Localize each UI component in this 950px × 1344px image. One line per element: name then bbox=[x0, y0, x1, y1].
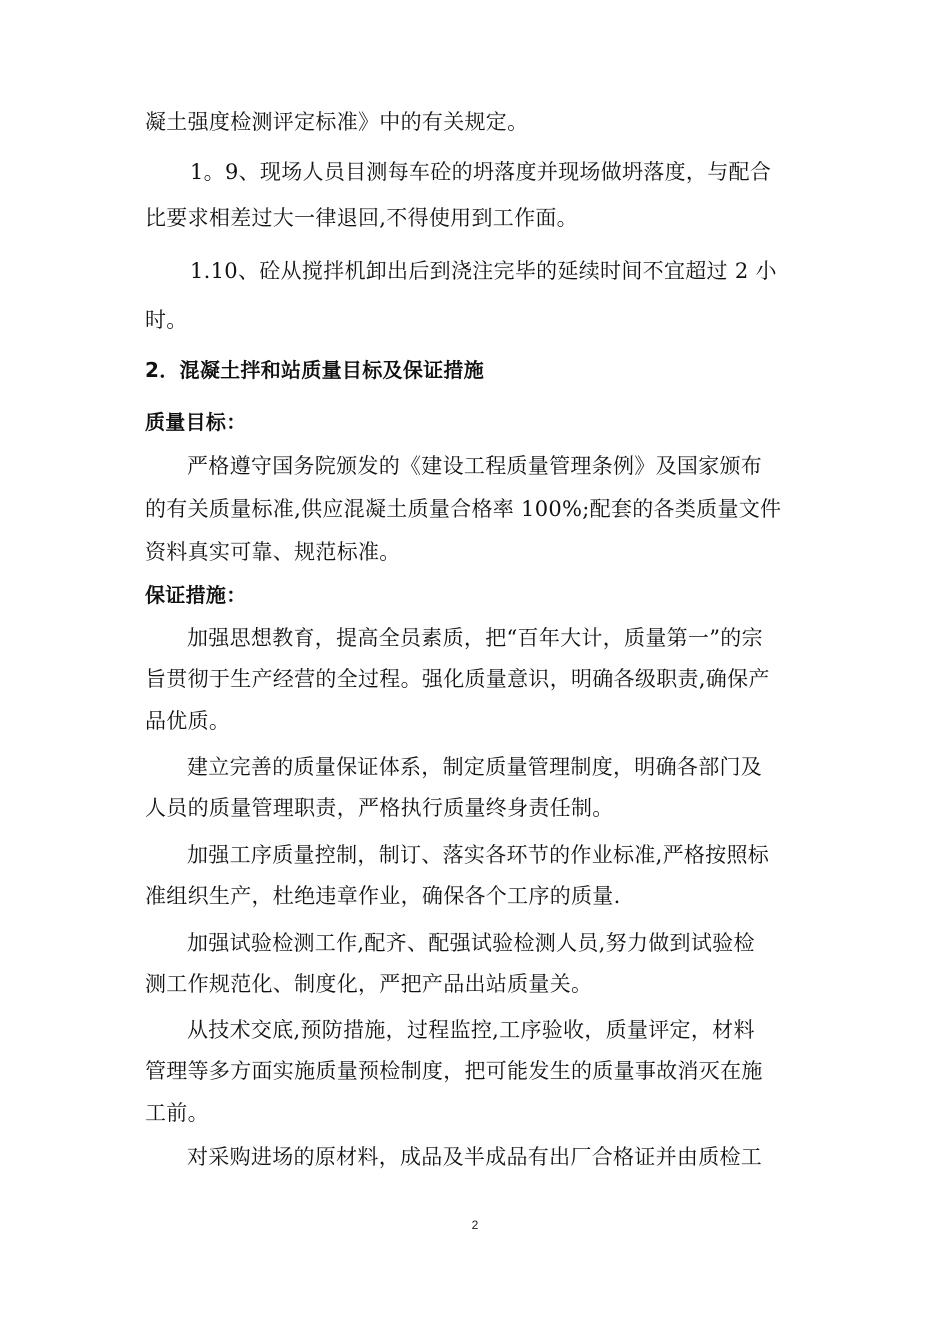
subheading-measures: 保证措施： bbox=[145, 583, 247, 607]
text-line: 人员的质量管理职责，严格执行质量终身责任制。 bbox=[145, 796, 614, 820]
text-line: 严格遵守国务院颁发的《建设工程质量管理条例》及国家颁布 bbox=[187, 454, 763, 478]
text-line: 品优质。 bbox=[145, 709, 231, 733]
text-line: 建立完善的质量保证体系，制定质量管理制度，明确各部门及 bbox=[187, 755, 763, 779]
text-line: 测工作规范化、制度化，严把产品出站质量关。 bbox=[145, 972, 593, 996]
text-line: 凝土强度检测评定标准》中的有关规定。 bbox=[145, 110, 529, 134]
text-line: 加强思想教育，提高全员素质，把“百年大计，质量第一”的宗 bbox=[187, 626, 763, 650]
text-line: 加强试验检测工作,配齐、配强试验检测人员,努力做到试验检 bbox=[187, 931, 755, 955]
subheading-quality-goal: 质量目标： bbox=[145, 410, 247, 434]
text-line: 从技术交底,预防措施，过程监控,工序验收，质量评定，材料 bbox=[187, 1018, 755, 1042]
page-number: 2 bbox=[471, 1218, 479, 1232]
text-line: 准组织生产，杜绝违章作业，确保各个工序的质量. bbox=[145, 884, 621, 908]
text-line: 资料真实可靠、规范标准。 bbox=[145, 540, 401, 564]
text-line: 加强工序质量控制，制订、落实各环节的作业标准,严格按照标 bbox=[187, 843, 770, 867]
text-line: 对采购进场的原材料，成品及半成品有出厂合格证并由质检工 bbox=[187, 1145, 763, 1169]
text-line: 1.10、砼从搅拌机卸出后到浇注完毕的延续时间不宜超过 2 小 bbox=[190, 259, 777, 283]
section-heading: 2．混凝土拌和站质量目标及保证措施 bbox=[145, 358, 485, 382]
text-line: 工前。 bbox=[145, 1101, 209, 1125]
text-line: 时。 bbox=[145, 308, 188, 332]
text-line: 比要求相差过大一律退回,不得使用到工作面。 bbox=[145, 206, 578, 230]
text-line: 管理等多方面实施质量预检制度，把可能发生的质量事故消灭在施 bbox=[145, 1059, 763, 1083]
text-line: 旨贯彻于生产经营的全过程。强化质量意识，明确各级职责,确保产 bbox=[145, 667, 770, 691]
text-line: 1。9、现场人员目测每车砼的坍落度并现场做坍落度，与配合 bbox=[190, 160, 772, 184]
text-line: 的有关质量标准,供应混凝土质量合格率 100%;配套的各类质量文件 bbox=[145, 497, 782, 521]
